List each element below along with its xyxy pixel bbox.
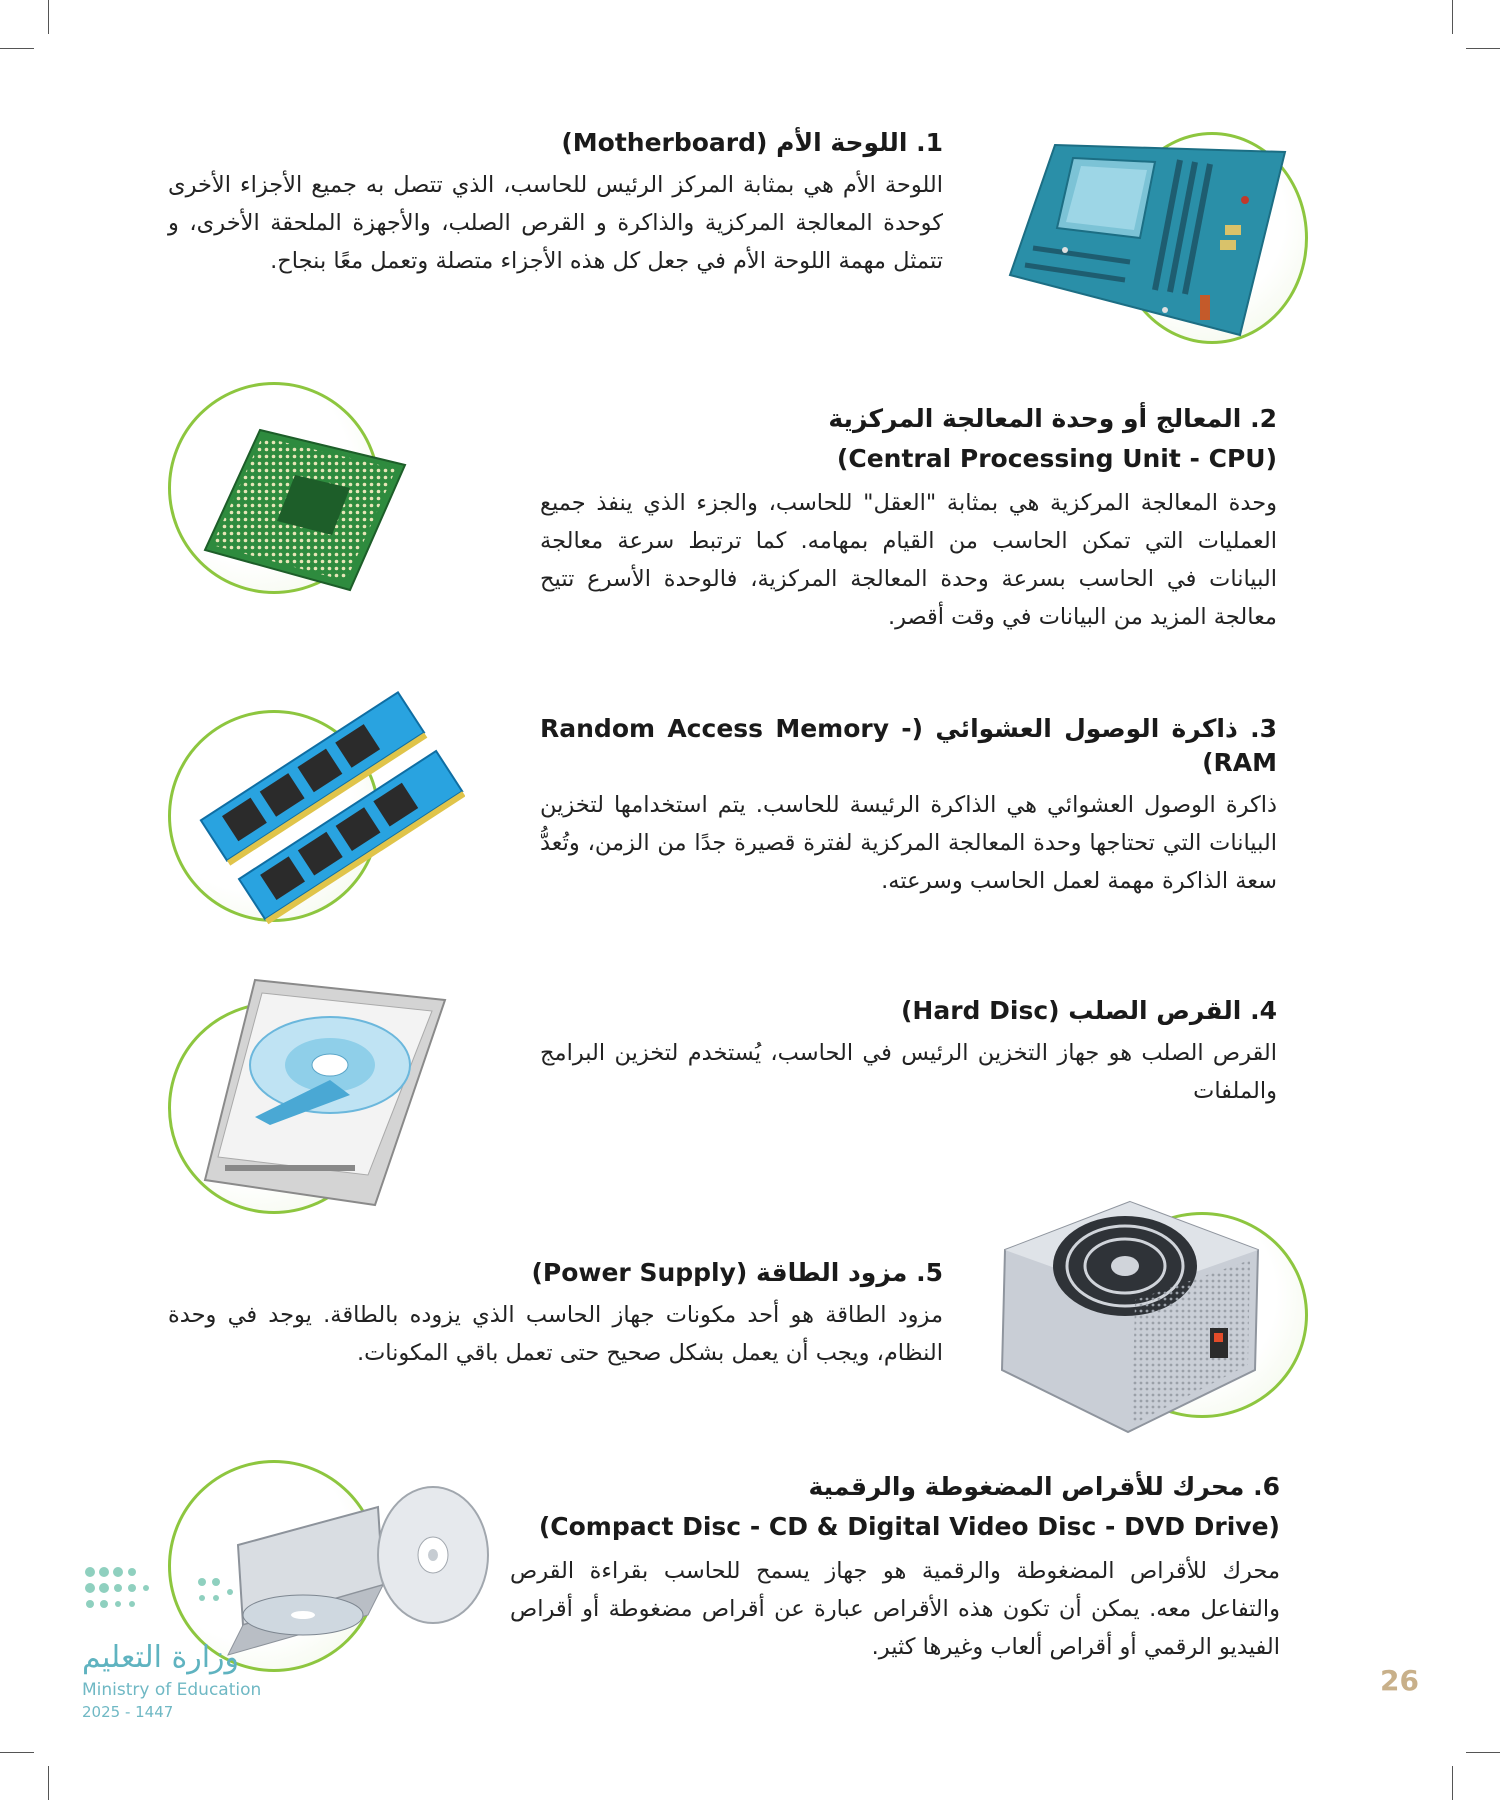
power-supply-icon <box>1000 1200 1260 1435</box>
section-body: مزود الطاقة هو أحد مكونات جهاز الحاسب الذي يزوده بالطاقة. يوجد في وحدة النظام، ويجب أن يعمل بشكل صحيح حتى تعمل باقي المكونات. <box>168 1302 943 1366</box>
crop-mark <box>0 48 34 49</box>
section-cpu <box>540 402 1277 636</box>
ram-icon <box>195 688 465 928</box>
section-body: محرك للأقراص المضغوطة والرقمية هو جهاز يسمح للحاسب بقراءة القرص والتفاعل معه. يمكن أن تكون هذه الأقراص عبارة عن أقراص مضغوطة أو أقراص الفيديو الرقمي أو أقراص ألعاب وغيرها كثير. <box>510 1558 1280 1660</box>
crop-mark <box>48 0 49 34</box>
crop-mark <box>1452 1766 1453 1800</box>
crop-mark <box>1466 48 1500 49</box>
section-body: اللوحة الأم هي بمثابة المركز الرئيس للحاسب، الذي تتصل به جميع الأجزاء الأخرى كوحدة المعالجة المركزية والذاكرة و القرص الصلب، والأجهزة الملحقة الأخرى، و تتمثل مهمة اللوحة الأم في جعل كل هذه الأجزاء متصلة وتعمل معًا بنجاح. <box>168 172 943 274</box>
ministry-logo-dots-icon <box>82 1562 272 1632</box>
section-title: 6. محرك للأقراص المضغوطة والرقمية <box>808 1472 1280 1501</box>
crop-mark <box>48 1766 49 1800</box>
section-subtitle: (Central Processing Unit - CPU) <box>836 444 1277 473</box>
section-power-supply <box>168 1256 943 1372</box>
section-title: 1. اللوحة الأم (Motherboard) <box>561 128 943 157</box>
section-title: 2. المعالج أو وحدة المعالجة المركزية <box>828 404 1277 433</box>
section-motherboard <box>168 126 943 280</box>
section-dvd-drive <box>510 1470 1280 1666</box>
section-body: القرص الصلب هو جهاز التخزين الرئيس في الحاسب، يُستخدم لتخزين البرامج والملفات <box>540 1040 1277 1104</box>
page-number: 26 <box>1380 1664 1419 1697</box>
crop-mark <box>1466 1752 1500 1753</box>
crop-mark <box>0 1752 34 1753</box>
hard-disk-icon <box>200 975 450 1215</box>
section-body: ذاكرة الوصول العشوائي هي الذاكرة الرئيسة للحاسب. يتم استخدامها لتخزين البيانات التي تحتاجها وحدة المعالجة المركزية لفترة قصيرة جدًا من الزمن، وتُعدُّ سعة الذاكرة مهمة لعمل الحاسب وسرعته. <box>540 792 1277 894</box>
section-title: 5. مزود الطاقة (Power Supply) <box>531 1258 943 1287</box>
ministry-logo-english: Ministry of Education <box>82 1680 262 1700</box>
section-hard-disc <box>540 994 1277 1110</box>
section-body: وحدة المعالجة المركزية هي بمثابة "العقل" للحاسب، والجزء الذي ينفذ جميع العمليات التي تمكن الحاسب من القيام بمهامه. كما ترتبط سرعة معالجة البيانات في الحاسب بسرعة وحدة المعالجة المركزية، فالوحدة الأسرع تتيح معالجة المزيد من البيانات في وقت أقصر. <box>540 490 1277 630</box>
section-ram <box>540 712 1277 900</box>
section-title: 3. ذاكرة الوصول العشوائي (Random Access Memory - RAM) <box>540 714 1277 777</box>
section-title: 4. القرص الصلب (Hard Disc) <box>900 996 1277 1025</box>
motherboard-icon <box>1005 140 1295 340</box>
ministry-logo-year: 2025 - 1447 <box>82 1703 174 1721</box>
ministry-logo-arabic: وزارة التعليم <box>82 1640 240 1675</box>
cpu-icon <box>200 425 410 595</box>
section-subtitle: (Compact Disc - CD & Digital Video Disc - DVD Drive) <box>538 1512 1280 1541</box>
crop-mark <box>1452 0 1453 34</box>
